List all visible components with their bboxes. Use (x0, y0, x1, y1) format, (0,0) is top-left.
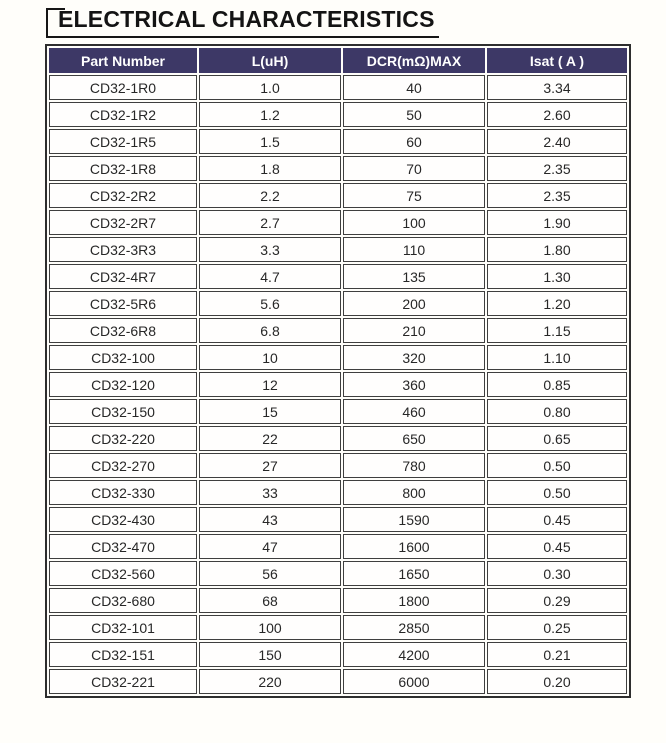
table-cell: 1.8 (199, 156, 341, 181)
table-cell: 800 (343, 480, 485, 505)
table-row (49, 183, 627, 208)
table-cell: 210 (343, 318, 485, 343)
table-cell: 0.20 (487, 669, 627, 694)
table-cell: CD32-151 (49, 642, 197, 667)
table-cell: 50 (343, 102, 485, 127)
table-cell: CD32-2R2 (49, 183, 197, 208)
table-cell: 1.5 (199, 129, 341, 154)
table-cell: CD32-1R8 (49, 156, 197, 181)
table-cell: 0.29 (487, 588, 627, 613)
table-cell: CD32-5R6 (49, 291, 197, 316)
page-title: ELECTRICAL CHARACTERISTICS (58, 6, 435, 32)
table-cell: 220 (199, 669, 341, 694)
table-cell: 3.34 (487, 75, 627, 100)
table-cell: CD32-1R2 (49, 102, 197, 127)
table-cell: 2.35 (487, 156, 627, 181)
column-header-isat: Isat ( A ) (487, 48, 627, 73)
electrical-characteristics-table (45, 44, 631, 698)
table-cell: 0.25 (487, 615, 627, 640)
table-cell: 2.35 (487, 183, 627, 208)
table-cell: 1.2 (199, 102, 341, 127)
table-row (49, 75, 627, 100)
table-cell: CD32-680 (49, 588, 197, 613)
table-row (49, 669, 627, 694)
table-cell: CD32-6R8 (49, 318, 197, 343)
table-cell: 60 (343, 129, 485, 154)
table-cell: 320 (343, 345, 485, 370)
table-cell: 2.40 (487, 129, 627, 154)
table-row (49, 642, 627, 667)
table-cell: CD32-560 (49, 561, 197, 586)
table-cell: 10 (199, 345, 341, 370)
table-cell: 12 (199, 372, 341, 397)
table-cell: 100 (199, 615, 341, 640)
table-header-row (49, 48, 627, 73)
table-cell: 460 (343, 399, 485, 424)
table-cell: 3.3 (199, 237, 341, 262)
table-cell: 1.15 (487, 318, 627, 343)
table-cell: 70 (343, 156, 485, 181)
table-cell: 100 (343, 210, 485, 235)
table-body (49, 75, 627, 694)
table-cell: CD32-330 (49, 480, 197, 505)
table-row (49, 534, 627, 559)
table-cell: 1.20 (487, 291, 627, 316)
table-cell: 1.80 (487, 237, 627, 262)
table-cell: CD32-2R7 (49, 210, 197, 235)
column-header-dcr-max: DCR(mΩ)MAX (343, 48, 485, 73)
table-row (49, 561, 627, 586)
table-row (49, 615, 627, 640)
table-row (49, 102, 627, 127)
table-cell: 2.2 (199, 183, 341, 208)
table-cell: 1600 (343, 534, 485, 559)
table-cell: 1.10 (487, 345, 627, 370)
table-cell: 6.8 (199, 318, 341, 343)
table-cell: 0.45 (487, 534, 627, 559)
table-cell: 5.6 (199, 291, 341, 316)
table-cell: CD32-221 (49, 669, 197, 694)
table-cell: 4.7 (199, 264, 341, 289)
table-cell: 2850 (343, 615, 485, 640)
table-cell: 43 (199, 507, 341, 532)
table-cell: 135 (343, 264, 485, 289)
table-row (49, 345, 627, 370)
table-cell: 0.50 (487, 480, 627, 505)
table-row (49, 237, 627, 262)
table-cell: CD32-1R5 (49, 129, 197, 154)
table-cell: 27 (199, 453, 341, 478)
table-cell: 75 (343, 183, 485, 208)
table-cell: 650 (343, 426, 485, 451)
table-cell: 0.50 (487, 453, 627, 478)
table-row (49, 399, 627, 424)
column-header-inductance: L(uH) (199, 48, 341, 73)
table-row (49, 426, 627, 451)
table-cell: CD32-270 (49, 453, 197, 478)
table-cell: 40 (343, 75, 485, 100)
table-cell: CD32-430 (49, 507, 197, 532)
table-cell: 0.45 (487, 507, 627, 532)
table-cell: 0.30 (487, 561, 627, 586)
table-cell: 15 (199, 399, 341, 424)
table-cell: 1.0 (199, 75, 341, 100)
table-cell: 110 (343, 237, 485, 262)
table-cell: CD32-1R0 (49, 75, 197, 100)
table-row (49, 210, 627, 235)
table-cell: 0.21 (487, 642, 627, 667)
table-cell: 56 (199, 561, 341, 586)
table-cell: CD32-220 (49, 426, 197, 451)
table-cell: 6000 (343, 669, 485, 694)
table-cell: 200 (343, 291, 485, 316)
table-cell: 0.80 (487, 399, 627, 424)
table-cell: CD32-470 (49, 534, 197, 559)
section-title-frame (46, 5, 439, 38)
table-cell: 1650 (343, 561, 485, 586)
column-header-part-number: Part Number (49, 48, 197, 73)
table-cell: CD32-3R3 (49, 237, 197, 262)
table-cell: CD32-100 (49, 345, 197, 370)
table-cell: 360 (343, 372, 485, 397)
table-row (49, 588, 627, 613)
table-row (49, 291, 627, 316)
table-row (49, 156, 627, 181)
table-cell: 47 (199, 534, 341, 559)
table-row (49, 129, 627, 154)
table-cell: 4200 (343, 642, 485, 667)
table-cell: CD32-150 (49, 399, 197, 424)
table-cell: 1.30 (487, 264, 627, 289)
table-cell: 0.85 (487, 372, 627, 397)
table-cell: 1.90 (487, 210, 627, 235)
table-cell: 2.60 (487, 102, 627, 127)
table-cell: CD32-101 (49, 615, 197, 640)
table-cell: 1590 (343, 507, 485, 532)
table-cell: 1800 (343, 588, 485, 613)
table-row (49, 507, 627, 532)
table-cell: 68 (199, 588, 341, 613)
table-cell: 0.65 (487, 426, 627, 451)
table-cell: 780 (343, 453, 485, 478)
table-cell: 150 (199, 642, 341, 667)
table-cell: 33 (199, 480, 341, 505)
table-row (49, 480, 627, 505)
table-cell: 2.7 (199, 210, 341, 235)
table-row (49, 264, 627, 289)
table-cell: 22 (199, 426, 341, 451)
section-title-block (46, 5, 439, 38)
table-row (49, 453, 627, 478)
corner-bracket-decoration (46, 8, 65, 36)
table-row (49, 318, 627, 343)
table-row (49, 372, 627, 397)
table-cell: CD32-120 (49, 372, 197, 397)
table-cell: CD32-4R7 (49, 264, 197, 289)
